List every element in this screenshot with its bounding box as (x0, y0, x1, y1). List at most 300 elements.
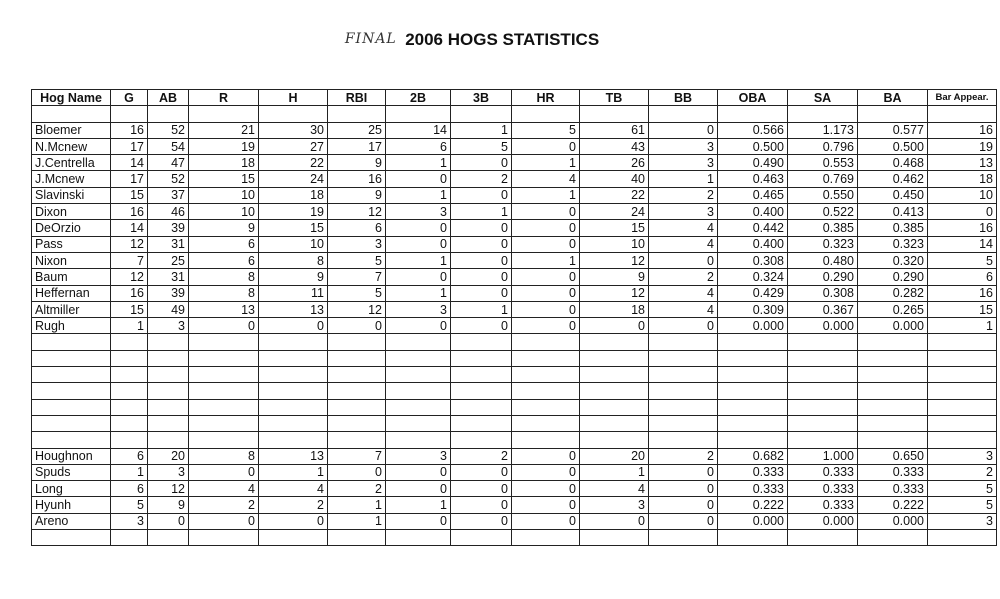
blank-cell (649, 334, 718, 350)
stat-cell: 14 (111, 155, 148, 171)
stat-cell: 5 (111, 497, 148, 513)
stat-cell: 8 (189, 448, 259, 464)
blank-cell (32, 334, 111, 350)
player-row (32, 155, 997, 171)
stat-cell: 31 (148, 269, 189, 285)
stat-cell: 9 (259, 269, 328, 285)
stat-cell: 0.413 (858, 204, 928, 220)
stat-cell: 1 (451, 301, 512, 317)
player-name: DeOrzio (32, 220, 111, 236)
col-header-g: G (111, 90, 148, 106)
blank-cell (111, 334, 148, 350)
stat-cell: 12 (580, 252, 649, 268)
stat-cell: 16 (928, 285, 997, 301)
blank-cell (328, 530, 386, 546)
stat-cell: 0 (386, 269, 451, 285)
stat-cell: 0.650 (858, 448, 928, 464)
stat-cell: 0.333 (788, 497, 858, 513)
blank-cell (512, 383, 580, 399)
col-header-h: H (259, 90, 328, 106)
player-row (32, 497, 997, 513)
stat-cell: 0.000 (718, 513, 788, 529)
blank-cell (512, 367, 580, 383)
blank-cell (788, 432, 858, 448)
blank-cell (451, 415, 512, 431)
player-name: J.Mcnew (32, 171, 111, 187)
blank-cell (580, 415, 649, 431)
player-name: N.Mcnew (32, 138, 111, 154)
stat-cell: 1 (328, 513, 386, 529)
stat-cell: 3 (328, 236, 386, 252)
blank-cell (649, 432, 718, 448)
blank-cell (189, 367, 259, 383)
stat-cell: 2 (189, 497, 259, 513)
stat-cell: 1 (386, 187, 451, 203)
blank-cell (148, 530, 189, 546)
blank-cell (259, 350, 328, 366)
col-header-r: R (189, 90, 259, 106)
blank-cell (32, 350, 111, 366)
blank-cell (788, 334, 858, 350)
blank-cell (259, 106, 328, 122)
blank-row (32, 530, 997, 546)
stat-cell: 0 (649, 513, 718, 529)
stat-cell: 0.367 (788, 301, 858, 317)
stat-cell: 2 (649, 448, 718, 464)
stat-cell: 0 (512, 481, 580, 497)
stat-cell: 4 (649, 236, 718, 252)
blank-cell (259, 383, 328, 399)
stat-cell: 0.324 (718, 269, 788, 285)
col-header-rbi: RBI (328, 90, 386, 106)
stat-cell: 18 (580, 301, 649, 317)
blank-cell (580, 432, 649, 448)
stat-cell: 0 (386, 513, 451, 529)
stat-cell: 3 (928, 448, 997, 464)
blank-cell (189, 106, 259, 122)
stat-cell: 20 (148, 448, 189, 464)
stat-cell: 15 (111, 187, 148, 203)
stat-cell: 12 (328, 301, 386, 317)
blank-cell (858, 106, 928, 122)
stat-cell: 0.323 (858, 236, 928, 252)
stat-cell: 4 (649, 301, 718, 317)
stat-cell: 6 (189, 252, 259, 268)
stat-cell: 1 (580, 464, 649, 480)
blank-cell (649, 415, 718, 431)
blank-row (32, 334, 997, 350)
stat-cell: 5 (328, 252, 386, 268)
stat-cell: 0.333 (858, 481, 928, 497)
stat-cell: 5 (328, 285, 386, 301)
stat-cell: 0 (451, 464, 512, 480)
stat-cell: 0 (580, 513, 649, 529)
stat-cell: 0 (512, 448, 580, 464)
blank-cell (928, 350, 997, 366)
stat-cell: 25 (148, 252, 189, 268)
blank-cell (259, 367, 328, 383)
stat-cell: 13 (259, 448, 328, 464)
stat-cell: 8 (259, 252, 328, 268)
player-row (32, 481, 997, 497)
blank-cell (512, 399, 580, 415)
stat-cell: 26 (580, 155, 649, 171)
blank-cell (788, 367, 858, 383)
stat-cell: 15 (928, 301, 997, 317)
stat-cell: 9 (148, 497, 189, 513)
stat-cell: 0 (451, 187, 512, 203)
stat-cell: 12 (111, 269, 148, 285)
stat-cell: 16 (328, 171, 386, 187)
blank-cell (718, 415, 788, 431)
stat-cell: 0 (928, 204, 997, 220)
stat-cell: 49 (148, 301, 189, 317)
blank-cell (189, 399, 259, 415)
stat-cell: 22 (580, 187, 649, 203)
blank-cell (148, 350, 189, 366)
stat-cell: 0 (512, 220, 580, 236)
stat-cell: 5 (928, 252, 997, 268)
blank-cell (451, 530, 512, 546)
stat-cell: 61 (580, 122, 649, 138)
stat-cell: 0 (386, 171, 451, 187)
blank-cell (512, 415, 580, 431)
blank-cell (512, 530, 580, 546)
blank-cell (580, 383, 649, 399)
stat-cell: 0.000 (788, 318, 858, 334)
stat-cell: 12 (580, 285, 649, 301)
blank-cell (386, 334, 451, 350)
stat-cell: 6 (111, 448, 148, 464)
blank-cell (788, 350, 858, 366)
stat-cell: 27 (259, 138, 328, 154)
stat-cell: 47 (148, 155, 189, 171)
blank-row (32, 350, 997, 366)
blank-cell (111, 383, 148, 399)
player-row (32, 252, 997, 268)
stat-cell: 6 (189, 236, 259, 252)
final-annotation: FINAL (344, 31, 397, 47)
blank-cell (649, 530, 718, 546)
blank-cell (148, 106, 189, 122)
blank-cell (328, 383, 386, 399)
blank-cell (386, 383, 451, 399)
blank-cell (580, 106, 649, 122)
stat-cell: 17 (111, 171, 148, 187)
stat-cell: 0 (649, 122, 718, 138)
stat-cell: 11 (259, 285, 328, 301)
stat-cell: 0.333 (718, 464, 788, 480)
stat-cell: 54 (148, 138, 189, 154)
stat-cell: 52 (148, 122, 189, 138)
stat-cell: 25 (328, 122, 386, 138)
stat-cell: 0 (512, 301, 580, 317)
stat-cell: 0 (649, 497, 718, 513)
stat-cell: 0.290 (788, 269, 858, 285)
stats-table (31, 89, 997, 546)
stat-cell: 0.000 (718, 318, 788, 334)
stat-cell: 0 (148, 513, 189, 529)
stat-cell: 0 (512, 513, 580, 529)
blank-cell (111, 350, 148, 366)
stat-cell: 0 (451, 269, 512, 285)
stat-cell: 6 (386, 138, 451, 154)
blank-cell (189, 415, 259, 431)
stat-cell: 16 (111, 122, 148, 138)
stat-cell: 0 (512, 318, 580, 334)
blank-cell (451, 383, 512, 399)
blank-cell (386, 106, 451, 122)
player-name: Pass (32, 236, 111, 252)
blank-cell (858, 383, 928, 399)
stat-cell: 2 (649, 269, 718, 285)
stat-cell: 10 (189, 187, 259, 203)
stat-cell: 0.400 (718, 204, 788, 220)
stat-cell: 31 (148, 236, 189, 252)
player-name: Baum (32, 269, 111, 285)
player-name: Dixon (32, 204, 111, 220)
stat-cell: 0.333 (718, 481, 788, 497)
blank-cell (580, 530, 649, 546)
stat-cell: 0 (386, 236, 451, 252)
stat-cell: 18 (189, 155, 259, 171)
player-row (32, 122, 997, 138)
stat-cell: 0.000 (858, 513, 928, 529)
stat-cell: 0.385 (858, 220, 928, 236)
stat-cell: 1 (111, 464, 148, 480)
stat-cell: 9 (189, 220, 259, 236)
blank-cell (788, 383, 858, 399)
stat-cell: 0.309 (718, 301, 788, 317)
blank-cell (649, 106, 718, 122)
stat-cell: 0 (189, 318, 259, 334)
blank-cell (386, 530, 451, 546)
blank-row (32, 432, 997, 448)
stat-cell: 3 (386, 204, 451, 220)
col-header-3b: 3B (451, 90, 512, 106)
stat-cell: 15 (189, 171, 259, 187)
stat-cell: 0 (451, 497, 512, 513)
blank-cell (189, 530, 259, 546)
stat-cell: 0 (649, 252, 718, 268)
stat-cell: 12 (111, 236, 148, 252)
blank-cell (858, 415, 928, 431)
stat-cell: 6 (328, 220, 386, 236)
stat-cell: 0 (451, 285, 512, 301)
blank-cell (111, 399, 148, 415)
blank-cell (32, 383, 111, 399)
stat-cell: 0 (512, 464, 580, 480)
stat-cell: 0.462 (858, 171, 928, 187)
stat-cell: 7 (111, 252, 148, 268)
stat-cell: 0 (259, 318, 328, 334)
blank-cell (718, 530, 788, 546)
stat-cell: 12 (148, 481, 189, 497)
stat-cell: 1 (386, 285, 451, 301)
stat-cell: 13 (189, 301, 259, 317)
blank-cell (580, 350, 649, 366)
stat-cell: 9 (580, 269, 649, 285)
stat-cell: 0.282 (858, 285, 928, 301)
blank-cell (580, 399, 649, 415)
blank-cell (718, 367, 788, 383)
blank-cell (259, 415, 328, 431)
blank-cell (148, 383, 189, 399)
stat-cell: 0.400 (718, 236, 788, 252)
stat-cell: 16 (928, 220, 997, 236)
blank-cell (189, 334, 259, 350)
stat-cell: 0.490 (718, 155, 788, 171)
stat-cell: 4 (259, 481, 328, 497)
stat-cell: 0.769 (788, 171, 858, 187)
stat-cell: 0 (451, 513, 512, 529)
stat-cell: 0.553 (788, 155, 858, 171)
blank-cell (386, 415, 451, 431)
blank-cell (189, 432, 259, 448)
blank-cell (649, 350, 718, 366)
stat-cell: 2 (328, 481, 386, 497)
stat-cell: 0.385 (788, 220, 858, 236)
player-name: Houghnon (32, 448, 111, 464)
player-name: Rugh (32, 318, 111, 334)
stat-cell: 16 (928, 122, 997, 138)
stat-cell: 5 (512, 122, 580, 138)
stat-cell: 14 (111, 220, 148, 236)
stat-cell: 0 (649, 318, 718, 334)
stat-cell: 0.320 (858, 252, 928, 268)
blank-cell (189, 350, 259, 366)
stat-cell: 30 (259, 122, 328, 138)
stat-cell: 2 (259, 497, 328, 513)
stat-cell: 1 (512, 252, 580, 268)
stat-cell: 0 (259, 513, 328, 529)
stat-cell: 0.522 (788, 204, 858, 220)
stat-cell: 10 (189, 204, 259, 220)
stat-cell: 5 (928, 497, 997, 513)
stat-cell: 0 (512, 138, 580, 154)
page-title: 2006 HOGS STATISTICS (405, 30, 600, 49)
player-row (32, 301, 997, 317)
stat-cell: 0 (328, 464, 386, 480)
player-name: J.Centrella (32, 155, 111, 171)
blank-row (32, 399, 997, 415)
stat-cell: 4 (580, 481, 649, 497)
stat-cell: 1.173 (788, 122, 858, 138)
stat-cell: 0.290 (858, 269, 928, 285)
blank-cell (451, 432, 512, 448)
blank-cell (451, 350, 512, 366)
stat-cell: 52 (148, 171, 189, 187)
stat-cell: 5 (928, 481, 997, 497)
player-name: Slavinski (32, 187, 111, 203)
blank-cell (259, 432, 328, 448)
stat-cell: 0 (189, 513, 259, 529)
blank-cell (580, 334, 649, 350)
blank-cell (32, 530, 111, 546)
stat-cell: 2 (649, 187, 718, 203)
stat-cell: 46 (148, 204, 189, 220)
stat-cell: 0 (328, 318, 386, 334)
stat-cell: 0.577 (858, 122, 928, 138)
stat-cell: 16 (111, 204, 148, 220)
blank-cell (32, 432, 111, 448)
blank-cell (386, 350, 451, 366)
blank-cell (111, 106, 148, 122)
stat-cell: 0 (512, 236, 580, 252)
stat-cell: 13 (259, 301, 328, 317)
player-row (32, 513, 997, 529)
stat-cell: 0 (451, 236, 512, 252)
stat-cell: 14 (928, 236, 997, 252)
stat-cell: 0.222 (858, 497, 928, 513)
blank-cell (858, 334, 928, 350)
blank-cell (718, 383, 788, 399)
stats-body (32, 106, 997, 546)
player-name: Areno (32, 513, 111, 529)
blank-cell (111, 432, 148, 448)
blank-cell (928, 367, 997, 383)
stat-cell: 1 (649, 171, 718, 187)
stat-cell: 0 (649, 481, 718, 497)
stat-cell: 0 (451, 155, 512, 171)
stat-cell: 2 (451, 448, 512, 464)
blank-row (32, 383, 997, 399)
blank-cell (788, 399, 858, 415)
stat-cell: 0.796 (788, 138, 858, 154)
blank-cell (928, 432, 997, 448)
stat-cell: 24 (259, 171, 328, 187)
blank-cell (858, 432, 928, 448)
stat-cell: 0.000 (858, 318, 928, 334)
player-row (32, 448, 997, 464)
blank-cell (928, 106, 997, 122)
player-name: Spuds (32, 464, 111, 480)
stat-cell: 13 (928, 155, 997, 171)
stat-cell: 7 (328, 448, 386, 464)
blank-cell (451, 399, 512, 415)
col-header-ab: AB (148, 90, 189, 106)
blank-cell (580, 367, 649, 383)
stat-cell: 15 (580, 220, 649, 236)
player-row (32, 464, 997, 480)
blank-cell (386, 399, 451, 415)
blank-cell (328, 415, 386, 431)
stat-cell: 21 (189, 122, 259, 138)
stat-cell: 2 (928, 464, 997, 480)
stat-cell: 4 (512, 171, 580, 187)
blank-cell (32, 106, 111, 122)
stat-cell: 0 (512, 269, 580, 285)
blank-cell (718, 432, 788, 448)
stat-cell: 0 (512, 204, 580, 220)
stat-cell: 10 (580, 236, 649, 252)
blank-cell (788, 415, 858, 431)
blank-cell (386, 367, 451, 383)
stat-cell: 0 (386, 481, 451, 497)
col-header-hog-name: Hog Name (32, 90, 111, 106)
col-header-2b: 2B (386, 90, 451, 106)
stat-cell: 9 (328, 155, 386, 171)
blank-row (32, 367, 997, 383)
stat-cell: 1 (512, 155, 580, 171)
stat-cell: 3 (649, 155, 718, 171)
stat-cell: 0.333 (788, 481, 858, 497)
stat-cell: 1 (512, 187, 580, 203)
stat-cell: 37 (148, 187, 189, 203)
stat-cell: 1 (386, 497, 451, 513)
stat-cell: 0.463 (718, 171, 788, 187)
player-row (32, 220, 997, 236)
